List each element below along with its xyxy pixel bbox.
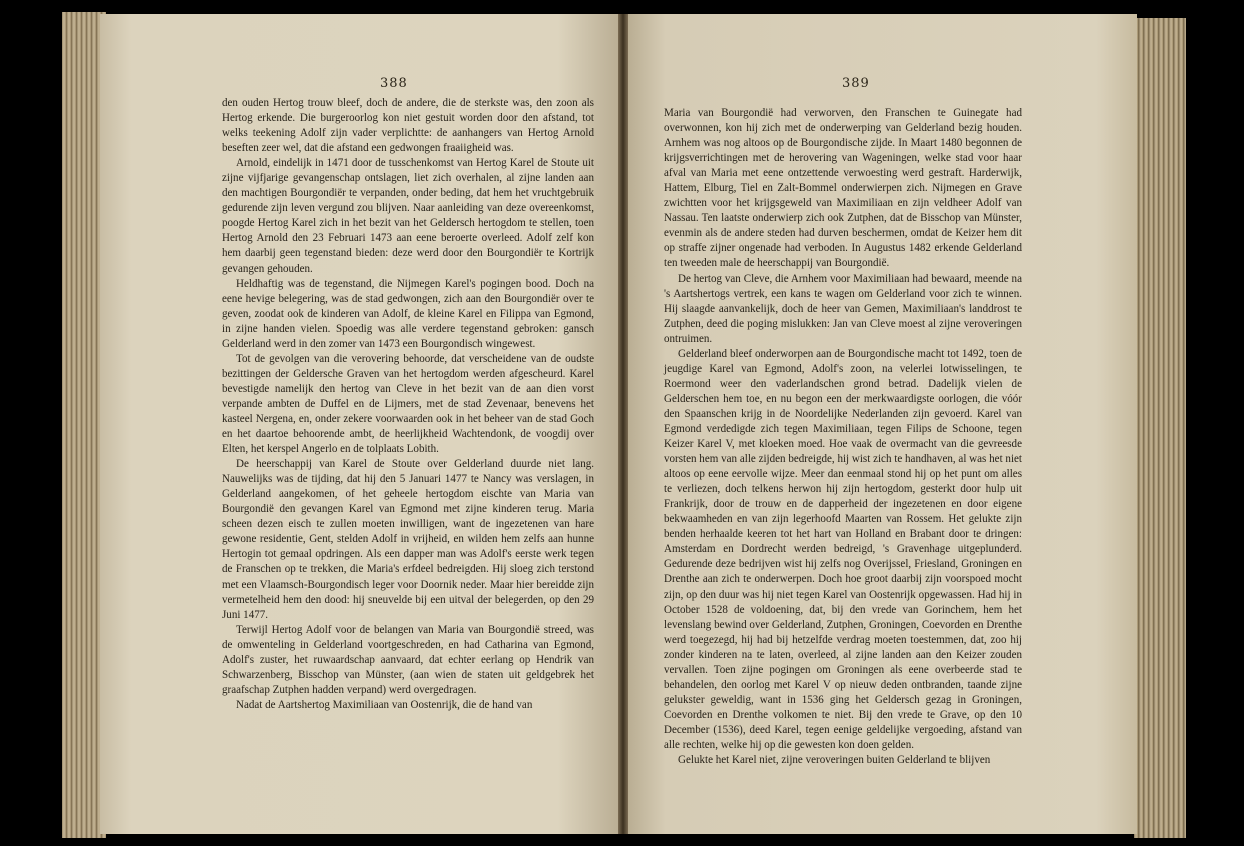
paragraph: Heldhaftig was de tegenstand, die Nijmegen Karel's pogingen bood. Doch na eene hevige belegering, was de stad gedwongen, zich aan den Bourgondiër over te geven, zoodat ook de kinderen van Adolf, de kleine Karel en Filippa van Egmond, in zijne handen vielen. Spoedig was alle verdere tegenstand gebroken: gansch Gelderland werd in den zomer van 1473 een Bourgondisch wingewest. xyxy=(222,277,594,350)
left-page-text xyxy=(222,96,594,713)
book-gutter xyxy=(618,14,628,834)
left-page-number: 388 xyxy=(380,76,408,91)
right-page-text xyxy=(664,106,1022,768)
right-page-number: 389 xyxy=(842,76,870,91)
paragraph: Gelukte het Karel niet, zijne veroveringen buiten Gelderland te blijven xyxy=(678,754,991,767)
right-page-edges xyxy=(1134,18,1186,838)
paragraph: Terwijl Hertog Adolf voor de belangen van Maria van Bourgondië streed, was de omwenteling in Gelderland voortgeschreden, en had Catharina van Egmond, Adolf's zuster, het ruwaardschap aanvaard, dat echter eerlang op Hendrik van Schwarzenberg, Bisschop van Münster, (aan wien de staten uit geldgebrek het graafschap Zutphen hadden verpand) werd overgedragen. xyxy=(222,623,594,696)
paragraph: den ouden Hertog trouw bleef, doch de andere, die de sterkste was, den zoon als Hertog erkende. Die burgeroorlog kon niet gestuit worden door den afstand, tot welks teekening Adolf zijn vader verplichtte: de aanhangers van Hertog Arnold beseften zeer wel, dat die afstand een gedwongen fraaiigheid was. xyxy=(222,97,594,155)
paragraph: Arnold, eindelijk in 1471 door de tusschenkomst van Hertog Karel de Stoute uit zijne vijfjarige gevangenschap ontslagen, liet zich overhalen, al zijne landen aan den machtigen Bourgondiër te verpanden, onder beding, dat hem het vruchtgebruik gedurende zijn leven vergund zou blijven. Naar aanleiding van deze overeenkomst, poogde Hertog Karel zich in het bezit van het Geldersch hertogdom te stellen, toen Hertog Arnold den 23 Februari 1473 aan eene beroerte overleed. Adolf zelf kon hem daarbij geen tegenstand bieden: deze werd door den Bourgondiër te Kortrijk gevangen gehouden. xyxy=(222,157,594,275)
paragraph: Tot de gevolgen van die verovering behoorde, dat verscheidene van de oudste bezittingen der Geldersche Graven van het hertogdom werden afgescheurd. Karel bevestigde namelijk den hertog van Cleve in het bezit van de aan dien vorst verpande ambten de Duffel en de Lijmers, met de stad Zevenaar, benevens het kasteel Nergena, en, onder zekere voorwaarden ook in het beheer van de stad Goch en het daartoe behoorende ambt, de heerlijkheid Wachtendonk, de voogdij over Elten, het kerspel Angerlo en de tolplaats Lobith. xyxy=(222,352,594,456)
paragraph: Maria van Bourgondië had verworven, den Franschen te Guinegate had overwonnen, kon hij zich met de onderwerping van Gelderland bezig houden. Arnhem was nog altoos op de Bourgondische zijde. In Maart 1480 begonnen de krijgsverrichtingen met de herovering van Wageningen, welke stad voor haar afval van Maria met eene ontzettende verwoesting werd gestraft. Harderwijk, Hattem, Elburg, Tiel en Zalt-Bommel onderwierpen zich. Nijmegen en Grave zwichtten voor het krijgsgeweld van Maximiliaan en zijn veldheer Adolf van Nassau. Ten laatste onderwierp zich ook Zutphen, dat de Bisschop van Münster, evenmin als de andere steden had durven beschermen, omdat de Keizer hem dit op straffe zijner ongenade had verboden. In Augustus 1482 erkende Gelderland ten tweeden male de heerschappij van Bourgondië. xyxy=(664,107,1022,270)
paragraph: De hertog van Cleve, die Arnhem voor Maximiliaan had bewaard, meende na 's Aartshertogs vertrek, een kans te wagen om Gelderland voor zich te winnen. Hij slaagde aanvankelijk, doch de heer van Gemen, Maximiliaan's landdrost te Zutphen, deed die poging mislukken: Jan van Cleve moest al zijne veroveringen ontruimen. xyxy=(664,272,1022,345)
paragraph: Nadat de Aartshertog Maximiliaan van Oostenrijk, die de hand van xyxy=(236,698,533,711)
paragraph: Gelderland bleef onderworpen aan de Bourgondische macht tot 1492, toen de jeugdige Karel van Egmond, Adolf's zoon, na velerlei lotwisselingen, te Roermond weer den vaderlandschen grond betrad. Dadelijk vielen de Gelderschen hem toe, en nu begon een der merkwaardigste oorlogen, die vóór den Spaanschen krijg in de Noordelijke Nederlanden zijn gevoerd. Karel van Egmond verdedigde zich tegen Maximiliaan, tegen Filips de Schoone, tegen Keizer Karel V, met kloeken moed. Hoe vaak de overmacht van die gevreesde vorsten hem van alle zijden bedreigde, hij wist zich te handhaven, al was het niet altoos op eene eervolle wijze. Meer dan eenmaal stond hij op het punt om alles te verliezen, doch telkens herwon hij zijn hertogdom, gesterkt door hulp uit Frankrijk, door de trouw en de dapperheid der ingezetenen en door eigene bekwaamheden en van zijn legerhoofd Maarten van Rossem. Het gelukte zijn benden herhaalde keeren tot het hart van Holland en Brabant door te dringen: Amsterdam en Dordrecht werden bedreigd, 's Gravenhage uitgeplunderd. Gedurende deze bedrijven wist hij zelfs nog Overijssel, Friesland, Groningen en Drenthe aan zich te onderwerpen. Doch hoe groot daarbij zijn voorspoed mocht zijn, op den duur was hij niet tegen Karel van Oostenrijk opgewassen. Had hij in October 1528 de voldoening, dat, bij den vrede van Gorinchem, hem het levenslang bewind over Gelderland, Zutphen, Groningen, Coevorden en Drenthe werd toegezegd, hij had bij hetzelfde verdrag moeten toestemmen, dat, zoo hij zonder kinderen na te laten, overleed, al zijne landen aan den Keizer zouden vervallen. Toen zijne pogingen om Groningen als eene overbeerde stad te behandelen, den oorlog met Karel V op nieuw deden ontbranden, taande zijne gelukster geweldig, want in 1536 ging het Geldersch gezag in Groningen, Coevorden en Drenthe volkomen te niet. Bij den vrede te Grave, op den 10 December (1536), deed Karel, tegen eenige geldelijke vergoeding, afstand van alle rechten, welke hij op die gewesten kon doen gelden. xyxy=(664,347,1022,751)
paragraph: De heerschappij van Karel de Stoute over Gelderland duurde niet lang. Nauwelijks was de tijding, dat hij den 5 Januari 1477 te Nancy was verslagen, in Gelderland aangekomen, of het geheele hertogdom eischte van Maria van Bourgondië den gevangen Karel van Egmond met zijne kinderen terug. Maria scheen dezen eisch te zullen moeten inwilligen, want de ingezetenen van hare gewone residentie, Gent, stelden Adolf in vrijheid, en wilden hem zelfs aan hunne Hertogin tot gemaal opdringen. Als een dapper man was Adolf's eerste werk tegen de Franschen op te trekken, die Maria's erfdeel bedreigden. Hij sloeg zich terstond met een Vlaamsch-Bourgondisch leger voor Doornik neder. Maar hier bereidde zijn vermetelheid hem den dood: hij sneuvelde bij een uitval der belegerden, op den 29 Juni 1477. xyxy=(222,458,594,621)
